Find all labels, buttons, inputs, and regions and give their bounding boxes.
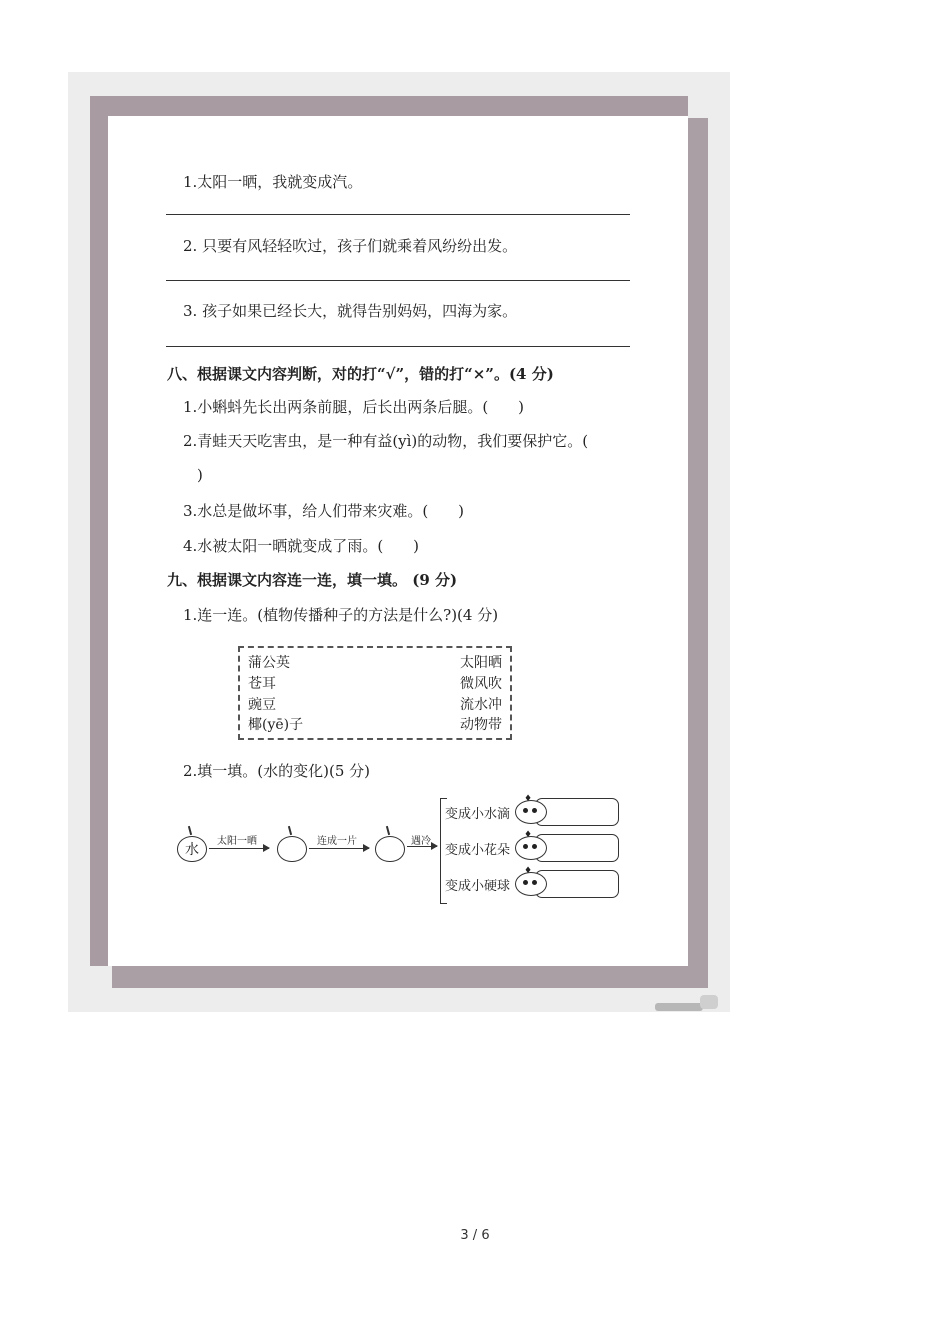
judge-item-1: 1.小蝌蚪先长出两条前腿，后长出两条后腿。( ) [183,398,525,416]
section-8-heading: 八、根据课文内容判断，对的打“√”，错的打“×”。(4 分) [167,365,554,383]
outcome-1: 变成小水滴 [445,807,511,822]
arrow-3-label: 遇冷 [411,836,431,847]
question-9-2: 2.填一填。(水的变化)(5 分) [183,762,371,780]
bird-icon [515,830,547,860]
judge-item-3: 3.水总是做坏事，给人们带来灾难。( ) [183,502,465,520]
outcome-3: 变成小硬球 [445,879,511,894]
judge-item-4: 4.水被太阳一晒就变成了雨。( ) [183,537,420,555]
answer-box-1[interactable] [535,798,619,826]
answer-line-2[interactable] [166,280,630,281]
outcome-2: 变成小花朵 [445,843,511,858]
plant-pea[interactable]: 豌豆 [248,697,276,713]
sentence-3: 3. 孩子如果已经长大，就得告别妈妈，四海为家。 [183,302,518,320]
eye-icon [532,808,537,813]
plant-coconut[interactable]: 椰(yē)子 [248,717,304,733]
scan-smudge [655,1003,703,1011]
answer-line-1[interactable] [166,214,630,215]
crest-icon: ♦ [524,830,533,840]
method-sun[interactable]: 太阳晒 [460,655,502,671]
matching-table [238,646,512,740]
method-wind[interactable]: 微风吹 [460,676,502,692]
method-animal[interactable]: 动物带 [460,717,502,733]
bird-icon [515,866,547,896]
eye-icon [532,880,537,885]
apple-icon [277,836,307,862]
apple-stem [386,826,390,835]
answer-box-3[interactable] [535,870,619,898]
answer-box-2[interactable] [535,834,619,862]
plant-cocklebur[interactable]: 苍耳 [248,676,276,692]
judge-item-2: 2.青蛙天天吃害虫，是一种有益(yì)的动物，我们要保护它。( [183,432,589,450]
eye-icon [523,808,528,813]
arrow-2-label: 连成一片 [317,836,357,847]
eye-icon [523,880,528,885]
judge-item-2-close: ) [197,466,203,484]
apple-icon [375,836,405,862]
crest-icon: ♦ [524,794,533,804]
start-label: 水 [185,842,199,858]
apple-icon [177,836,207,862]
sentence-1: 1.太阳一晒，我就变成汽。 [183,173,363,191]
page-indicator: 3 / 6 [460,1228,490,1243]
apple-stem [288,826,292,835]
arrow-1 [209,848,269,849]
crest-icon: ♦ [524,866,533,876]
arrow-1-label: 太阳一晒 [217,836,257,847]
method-water[interactable]: 流水冲 [460,697,502,713]
plant-dandelion[interactable]: 蒲公英 [248,655,290,671]
scan-smudge [700,995,718,1009]
arrow-2 [309,848,369,849]
eye-icon [523,844,528,849]
sentence-2: 2. 只要有风轻轻吹过，孩子们就乘着风纷纷出发。 [183,237,518,255]
water-change-diagram [165,790,635,910]
bird-icon [515,794,547,824]
question-9-1: 1.连一连。(植物传播种子的方法是什么?)(4 分) [183,606,499,624]
apple-stem [188,826,192,835]
answer-line-3[interactable] [166,346,630,347]
eye-icon [532,844,537,849]
section-9-heading: 九、根据课文内容连一连，填一填。 (9 分) [167,571,458,589]
